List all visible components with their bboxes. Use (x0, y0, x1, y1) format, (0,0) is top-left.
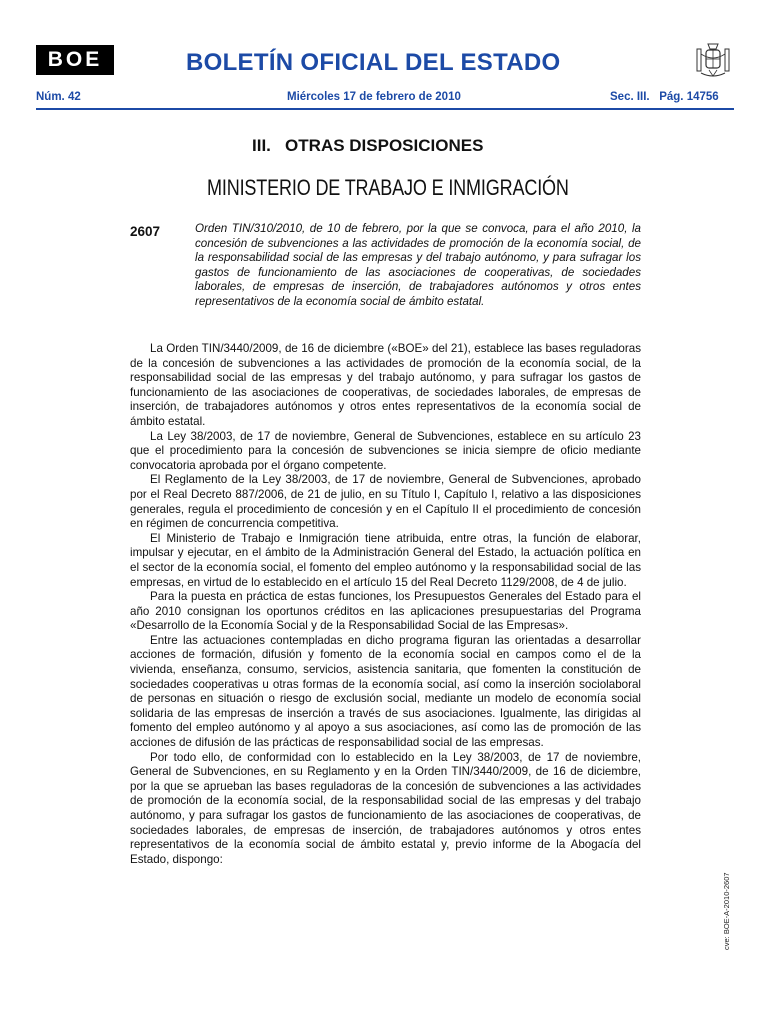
boe-logo (36, 45, 114, 75)
issue-date: Miércoles 17 de febrero de 2010 (287, 91, 461, 103)
entry-number: 2607 (130, 224, 161, 239)
body-paragraph: El Ministerio de Trabajo e Inmigración tiene atribuida, entre otras, la función de elaborar, impulsar y ejecutar, en el ámbito de la Administración General del Estado, la actuación política en el sector de la economía social, el fomento del empleo autónomo y la responsabilidad social de las empresas, en virtud de lo establecido en el artículo 15 del Real Decreto 1129/2008, de 4 de julio. (130, 531, 641, 589)
cve-identifier: cve: BOE-A-2010-2607 (722, 872, 731, 950)
ministry-heading: MINISTERIO DE TRABAJO E INMIGRACIÓN (207, 175, 569, 200)
boe-logo-block (36, 45, 114, 75)
header-rule (36, 108, 734, 110)
gazette-title: BOLETÍN OFICIAL DEL ESTADO (186, 49, 561, 76)
document-body (130, 342, 641, 867)
body-paragraph: Para la puesta en práctica de estas funciones, los Presupuestos Generales del Estado para el año 2010 consignan los oportunos créditos en las aplicaciones presupuestarias del Programa «Desarrollo de la Economía Social y de la Responsabilidad Social de las Empresas». (130, 590, 641, 633)
section-page: Sec. III. Pág. 14756 (610, 91, 719, 103)
coat-of-arms-icon (692, 40, 734, 82)
section-title: III. OTRAS DISPOSICIONES (252, 136, 484, 155)
body-paragraph: Entre las actuaciones contempladas en dicho programa figuran las orientadas a desarrollar acciones de formación, difusión y fomento de la economía social en campos como el de la vivienda, enseñanza, consumo, servicios, asistencia sanitaria, que fomenten la constitución de sociedades cooperativas u otras formas de la economía social, así como la inserción sociolaboral de personas en situación o riesgo de exclusión social, mediante un modelo de economía social solidaria de las empresas de inserción a través de sus asociaciones. Igualmente, las dirigidas al fomento del empleo autónomo y al apoyo a sus asociaciones, así como las de promoción de las acciones de difusión de las prácticas de responsabilidad social de las empresas. (130, 633, 641, 750)
body-paragraph: El Reglamento de la Ley 38/2003, de 17 de noviembre, General de Subvenciones, aprobado por el Real Decreto 887/2006, de 21 de julio, en su Título I, Capítulo I, relativo a las disposiciones generales, regula el procedimiento de concesión y en el Capítulo II el procedimiento de concesión en régimen de concurrencia competitiva. (130, 473, 641, 531)
body-paragraph: La Orden TIN/3440/2009, de 16 de diciembre («BOE» del 21), establece las bases reguladoras de la concesión de subvenciones a las actividades de promoción de la economía social, de la responsabilidad social de las empresas y del trabajo autónomo, y para sufragar los gastos de funcionamiento de las asociaciones de cooperativas, de sociedades laborales, de empresas de inserción, de trabajadores autónomos y otros entes representativos de la economía social de ámbito estatal. (130, 342, 641, 428)
entry-summary: Orden TIN/310/2010, de 10 de febrero, por la que se convoca, para el año 2010, la concesión de subvenciones a las actividades de promoción de la economía social, de la responsabilidad social de las empresas y del trabajo autónomo, y para sufragar los gastos de funcionamiento de las asociaciones de cooperativas, de sociedades laborales, de empresas de inserción, de trabajadores autónomos y otros entes representativos de la economía social de ámbito estatal. (195, 222, 641, 308)
issue-number: Núm. 42 (36, 91, 81, 103)
body-paragraph: Por todo ello, de conformidad con lo establecido en la Ley 38/2003, de 17 de noviembre, General de Subvenciones, en su Reglamento y en la Orden TIN/3440/2009, de 16 de diciembre, por la que se aprueban las bases reguladoras de la concesión de subvenciones a las actividades de promoción de la economía social, de la responsabilidad social de las empresas y del trabajo autónomo, y para sufragar los gastos de funcionamiento de las asociaciones de cooperativas, de sociedades laborales, de empresas de inserción, de trabajadores autónomos y otros entes representativos de la economía social de ámbito estatal y, previo informe de la Abogacía del Estado, dispongo: (130, 750, 641, 866)
logo-text: BOE (47, 48, 103, 71)
body-paragraph: La Ley 38/2003, de 17 de noviembre, General de Subvenciones, establece en su artículo 23 que el procedimiento para la concesión de subvenciones se inicia siempre de oficio mediante convocatoria aprobada por el órgano competente. (130, 429, 641, 472)
